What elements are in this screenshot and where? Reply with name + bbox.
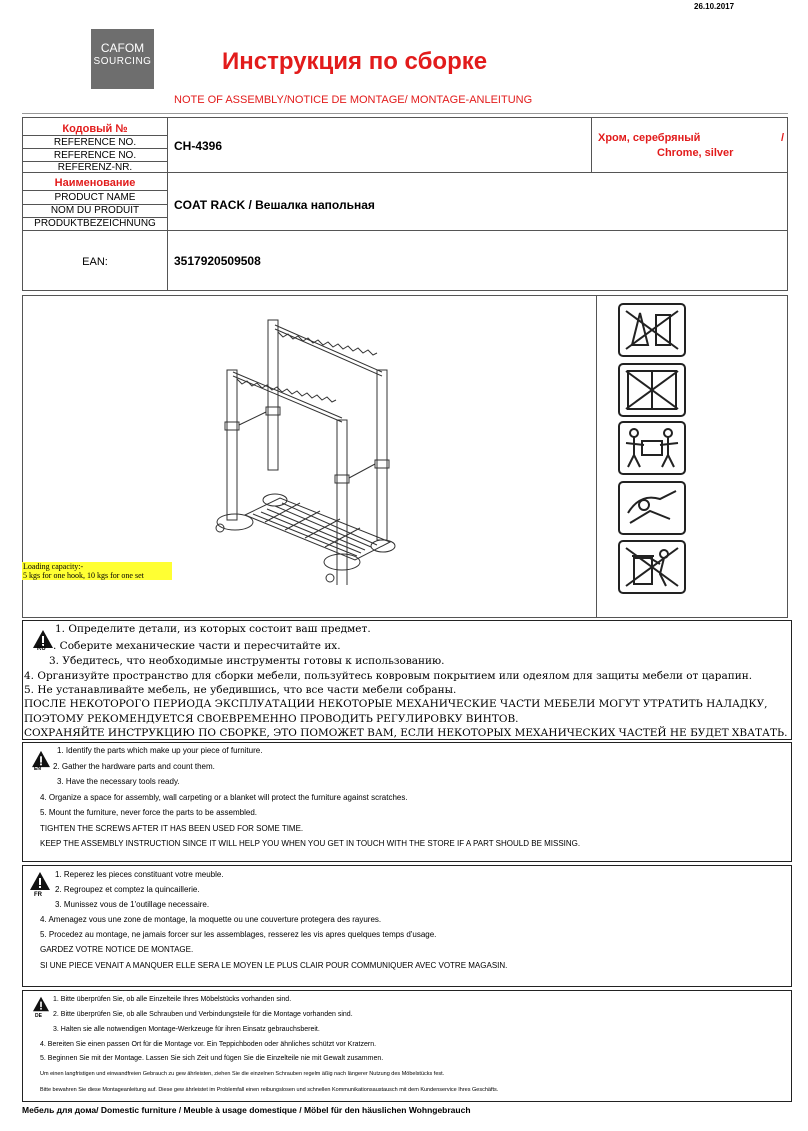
- logo-line1: CAFOM: [100, 41, 145, 55]
- ref-label-de: REFERENZ-NR.: [57, 162, 133, 173]
- page-title: Инструкция по сборке: [222, 48, 488, 75]
- name-label-en: PRODUCT NAME: [54, 192, 136, 203]
- color-ru: Хром, серебряный: [598, 132, 701, 144]
- company-logo: [91, 29, 154, 89]
- name-label-de: PRODUKTBEZEICHNUNG: [34, 218, 156, 229]
- ean-label: EAN:: [82, 256, 108, 268]
- instruction-line: 5. Beginnen Sie mit der Montage. Lassen Sie sich Zeit und fügen Sie die Einzelteile nie mit Gewalt zusammen.: [40, 1055, 384, 1062]
- instructions-ru: [22, 620, 792, 740]
- instructions-fr: [22, 865, 792, 987]
- instruction-line: СОХРАНЯЙТЕ ИНСТРУКЦИЮ ПО СБОРКЕ, ЭТО ПОМОЖЕТ ВАМ, ЕСЛИ НЕКОТОРЫХ МЕХАНИЧЕСКИХ ЧАСТЕЙ НЕ БУДЕТ ХВАТАТЬ.: [24, 727, 788, 739]
- ref-label-fr: REFERENCE NO.: [53, 150, 137, 161]
- instruction-line: 3. Halten sie alle notwendigen Montage-Werkzeuge für ihren Einsatz gebrauchsbereit.: [53, 1026, 320, 1033]
- sub-divider: [23, 190, 167, 191]
- table-col-divider: [167, 118, 168, 290]
- instruction-line: GARDEZ VOTRE NOTICE DE MONTAGE.: [40, 945, 194, 954]
- instruction-line: 4. Организуйте пространство для сборки мебели, пользуйтесь ковровым покрытием или одеялом для защиты мебели от царапин.: [24, 670, 753, 682]
- caption-line2: 5 kgs for one hook, 10 kgs for one set: [23, 571, 144, 580]
- document-date: 26.10.2017: [694, 2, 735, 11]
- header-divider: [22, 113, 788, 114]
- ean-value: 3517920509508: [174, 254, 261, 268]
- instruction-line: SI UNE PIECE VENAIT A MANQUER ELLE SERA LE MOYEN LE PLUS CLAIR POUR COMMUNIQUER AVEC VOTRE MAGASIN.: [40, 961, 508, 970]
- coat-rack-illustration: [205, 310, 405, 585]
- instruction-line: 3. Have the necessary tools ready.: [57, 777, 180, 786]
- instruction-line: KEEP THE ASSEMBLY INSTRUCTION SINCE IT WILL HELP YOU WHEN YOU GET IN TOUCH WITH THE STORE IF A PART SHOULD BE MISSING.: [40, 839, 581, 848]
- instruction-line: 2. Bitte überprüfen Sie, ob alle Schrauben und Verbindungsteile für die Montage vorhanden sind.: [53, 1011, 353, 1018]
- ref-label-en: REFERENCE NO.: [53, 137, 137, 148]
- instruction-line: 1. Reperez les pieces constituant votre meuble.: [55, 870, 224, 879]
- instruction-line: 3. Убедитесь, что необходимые инструменты готовы к использованию.: [49, 655, 445, 667]
- instruction-line: 4. Amenagez vous une zone de montage, la moquette ou une couverture protegera des rayures.: [40, 915, 382, 924]
- instruction-line: 1. Identify the parts which make up your piece of furniture.: [57, 746, 263, 755]
- manual-tools-icon: [618, 481, 686, 535]
- no-sharp-tools-icon: [618, 303, 686, 357]
- instructions-en: [22, 742, 792, 862]
- instruction-line: 1. Определите детали, из которых состоит ваш предмет.: [55, 623, 371, 635]
- warning-icon: [32, 996, 50, 1012]
- instruction-line: 2. Regroupez et comptez la quincaillerie.: [55, 885, 200, 894]
- loading-capacity-note: [22, 562, 172, 580]
- instruction-line: TIGHTEN THE SCREWS AFTER IT HAS BEEN USED FOR SOME TIME.: [40, 824, 304, 833]
- table-col-divider-2: [591, 118, 592, 172]
- reference-table: [22, 117, 788, 291]
- two-person-assembly-icon: [618, 421, 686, 475]
- instruction-line: 4. Organize a space for assembly, wall carpeting or a blanket will protect the furniture against scratches.: [40, 793, 408, 802]
- lang-badge: FR: [34, 892, 42, 898]
- ref-value: CH-4396: [174, 139, 223, 153]
- instructions-de: [22, 990, 792, 1102]
- instruction-line: 2. Gather the hardware parts and count them.: [53, 762, 215, 771]
- page-footer: Мебель для дома/ Domestic furniture / Meuble à usage domestique / Möbel für den häuslichen Wohngebrauch: [22, 1105, 471, 1115]
- instruction-line: 5. Mount the furniture, never force the parts to be assembled.: [40, 808, 258, 817]
- no-dustbin-icon: [618, 540, 686, 594]
- instruction-line: Um einen langfristigen und einwandfreien Gebrauch zu gew ährleisten, ziehen Sie die einzelnen Schrauben regelm äßig nach längerer Nutzung des Möbelstücks fest.: [40, 1071, 445, 1077]
- name-label: Наименование: [54, 177, 136, 189]
- icons-divider: [596, 296, 597, 617]
- instruction-line: ПОСЛЕ НЕКОТОРОГО ПЕРИОДА ЭКСПЛУАТАЦИИ НЕКОТОРЫЕ МЕХАНИЧЕСКИЕ ЧАСТИ МЕБЕЛИ МОГУТ УТРАТИТЬ НАЛАДКУ,: [24, 698, 768, 710]
- name-label-fr: NOM DU PRODUIT: [50, 205, 140, 216]
- logo-line2: SOURCING: [93, 56, 152, 67]
- table-row-divider-2: [23, 230, 787, 231]
- page-subtitle: NOTE OF ASSEMBLY/NOTICE DE MONTAGE/ MONTAGE-ANLEITUNG: [174, 94, 533, 106]
- lang-badge: DE: [35, 1013, 42, 1019]
- instruction-line: ПОЭТОМУ РЕКОМЕНДУЕТСЯ СВОЕВРЕМЕННО ПРОВОДИТЬ РЕГУЛИРОВКУ ВИНТОВ.: [24, 713, 519, 725]
- instruction-line: 4. Bereiten Sie einen passen Ort für die Montage vor. Ein Teppichboden oder ähnliches schützt vor Kratzern.: [40, 1041, 377, 1048]
- lang-badge: RU: [37, 646, 46, 652]
- lang-badge: EN: [34, 766, 41, 772]
- instruction-line: Bitte bewahren Sie diese Montageanleitung auf. Diese gew ährleistet im Problemfall einen reibungslosen und schnellen Kommunikationsaustausch mit dem Kundenservice Ihres Geschäfts.: [40, 1087, 499, 1093]
- instruction-line: 1. Bitte überprüfen Sie, ob alle Einzelteile Ihres Möbelstücks vorhanden sind.: [53, 996, 292, 1003]
- caption-line1: Loading capacity:-: [23, 562, 84, 571]
- color-slash: /: [781, 132, 785, 144]
- instruction-line: 3. Munissez vous de 1'outillage necessaire.: [55, 900, 210, 909]
- no-large-furniture-icon: [618, 363, 686, 417]
- warning-icon: [29, 871, 51, 891]
- instruction-line: 5. Не устанавливайте мебель, не убедившись, что все части мебели собраны.: [24, 684, 457, 696]
- code-label: Кодовый №: [62, 123, 128, 135]
- instruction-line: 5. Procedez au montage, ne jamais forcer sur les assemblages, resserez les vis apres quelques temps d'usage.: [40, 930, 437, 939]
- instruction-line: . Соберите механические части и пересчитайте их.: [53, 640, 341, 652]
- name-value: COAT RACK / Вешалка напольная: [174, 198, 375, 212]
- sub-divider: [23, 135, 167, 136]
- color-en: Chrome, silver: [657, 147, 734, 159]
